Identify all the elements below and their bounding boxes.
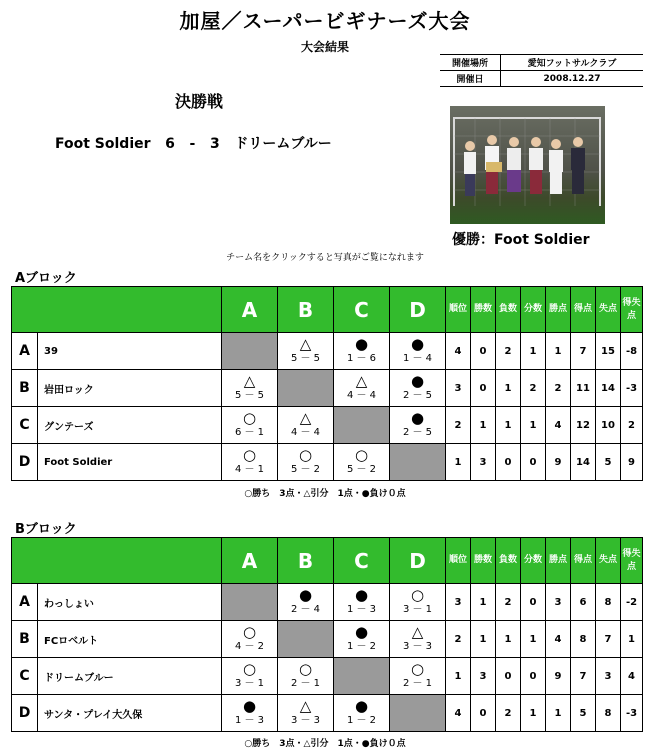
row-letter: B (12, 621, 38, 658)
stat-goal-diff: -8 (621, 333, 643, 370)
block-b-header-blank (12, 538, 222, 584)
match-score: 2 － 1 (290, 678, 321, 689)
block-b-col-c: C (334, 538, 390, 584)
result-symbol-icon: △ (243, 372, 256, 390)
stat-goals-for: 8 (571, 621, 596, 658)
stat-goals-for: 14 (571, 444, 596, 481)
stat-goals-against: 10 (596, 407, 621, 444)
stat-draws: 1 (521, 695, 546, 732)
block-b-losses-header: 負数 (496, 538, 521, 584)
match-result-cell (334, 584, 390, 621)
stat-points: 3 (546, 584, 571, 621)
stat-rank: 3 (446, 370, 471, 407)
final-result (55, 133, 332, 153)
result-symbol-icon: ● (354, 623, 369, 641)
table-row (12, 584, 643, 621)
stat-wins: 1 (471, 407, 496, 444)
block-b-col-b: B (278, 538, 334, 584)
stat-goal-diff: -3 (621, 370, 643, 407)
venue-info-table (440, 54, 643, 87)
result-symbol-icon: ○ (242, 660, 257, 678)
stat-rank: 4 (446, 333, 471, 370)
stat-goals-against: 8 (596, 695, 621, 732)
match-result-cell (278, 444, 334, 481)
match-score: 1 － 6 (346, 353, 377, 364)
stat-goals-against: 3 (596, 658, 621, 695)
stat-draws: 0 (521, 584, 546, 621)
match-score: 4 － 4 (346, 390, 377, 401)
result-symbol-icon: △ (299, 409, 312, 427)
block-a-header-blank (12, 287, 222, 333)
row-letter: A (12, 333, 38, 370)
team-name-link[interactable]: 岩田ロック (38, 370, 222, 407)
stat-rank: 3 (446, 584, 471, 621)
team-photo-illustration (450, 106, 605, 224)
match-result-cell (222, 370, 278, 407)
result-symbol-icon: ● (298, 586, 313, 604)
result-symbol-icon: ● (410, 409, 425, 427)
stat-goals-for: 6 (571, 584, 596, 621)
match-score: 1 － 3 (346, 604, 377, 615)
stat-draws: 0 (521, 658, 546, 695)
stat-losses: 0 (496, 658, 521, 695)
self-match-cell (278, 621, 334, 658)
stat-wins: 3 (471, 444, 496, 481)
team-name-link[interactable]: わっしょい (38, 584, 222, 621)
final-score1: 6 (165, 136, 175, 152)
block-a-title: Aブロック (15, 271, 77, 286)
match-score: 1 － 2 (346, 715, 377, 726)
result-symbol-icon: ○ (242, 623, 257, 641)
stat-points: 9 (546, 658, 571, 695)
match-result-cell (390, 370, 446, 407)
result-symbol-icon: ● (354, 697, 369, 715)
block-b-body (12, 584, 643, 732)
match-score: 6 － 1 (234, 427, 265, 438)
block-a-table (11, 286, 643, 481)
match-result-cell (334, 621, 390, 658)
self-match-cell (390, 695, 446, 732)
page-title: 加屋／スーパービギナーズ大会 (179, 9, 471, 33)
block-b-table (11, 537, 643, 732)
stat-goal-diff: 2 (621, 407, 643, 444)
table-row (12, 333, 643, 370)
result-symbol-icon: ● (354, 586, 369, 604)
table-row (12, 444, 643, 481)
stat-rank: 1 (446, 658, 471, 695)
match-score: 5 － 2 (290, 464, 321, 475)
team-name-link[interactable]: FCロベルト (38, 621, 222, 658)
self-match-cell (334, 407, 390, 444)
match-result-cell (334, 333, 390, 370)
block-b-goals-for-header: 得点 (571, 538, 596, 584)
stat-points: 2 (546, 370, 571, 407)
team-name-link[interactable]: サンタ・プレイ大久保 (38, 695, 222, 732)
venue-place-label: 開催場所 (440, 55, 501, 71)
stat-losses: 1 (496, 407, 521, 444)
block-a-losses-header: 負数 (496, 287, 521, 333)
block-b-col-a: A (222, 538, 278, 584)
result-symbol-icon: △ (299, 697, 312, 715)
stat-wins: 1 (471, 621, 496, 658)
result-symbol-icon: ● (410, 335, 425, 353)
block-b-draws-header: 分数 (521, 538, 546, 584)
match-result-cell (278, 333, 334, 370)
stat-draws: 2 (521, 370, 546, 407)
final-team1: Foot Soldier (55, 136, 151, 152)
block-a-legend: ○勝ち 3点・△引分 1点・●負け０点 (244, 489, 406, 499)
match-score: 3 － 1 (402, 604, 433, 615)
stat-losses: 0 (496, 444, 521, 481)
result-symbol-icon: △ (411, 623, 424, 641)
stat-points: 9 (546, 444, 571, 481)
row-letter: C (12, 658, 38, 695)
block-a-points-header: 勝点 (546, 287, 571, 333)
team-name-link[interactable]: グンテーズ (38, 407, 222, 444)
stat-draws: 1 (521, 333, 546, 370)
match-score: 2 － 5 (402, 427, 433, 438)
team-name-link[interactable]: 39 (38, 333, 222, 370)
match-result-cell (390, 584, 446, 621)
match-score: 3 － 3 (290, 715, 321, 726)
block-b-wins-header: 勝数 (471, 538, 496, 584)
team-name-link[interactable]: ドリームブルー (38, 658, 222, 695)
stat-losses: 1 (496, 621, 521, 658)
match-score: 2 － 4 (290, 604, 321, 615)
block-b-goal-diff-header: 得失点 (621, 538, 643, 584)
block-a-body (12, 333, 643, 481)
table-row (12, 621, 643, 658)
result-symbol-icon: ○ (410, 660, 425, 678)
block-b-rank-header: 順位 (446, 538, 471, 584)
final-score-separator: - (189, 136, 196, 152)
stat-rank: 1 (446, 444, 471, 481)
result-symbol-icon: ● (410, 372, 425, 390)
match-result-cell (334, 695, 390, 732)
stat-draws: 0 (521, 444, 546, 481)
block-a-rank-header: 順位 (446, 287, 471, 333)
stat-losses: 2 (496, 584, 521, 621)
block-b-goals-against-header: 失点 (596, 538, 621, 584)
stat-points: 1 (546, 333, 571, 370)
match-result-cell (278, 407, 334, 444)
final-team2: ドリームブルー (234, 136, 332, 152)
stat-wins: 0 (471, 695, 496, 732)
row-letter: C (12, 407, 38, 444)
table-row (12, 695, 643, 732)
table-row (12, 370, 643, 407)
block-b-points-header: 勝点 (546, 538, 571, 584)
match-score: 1 － 2 (346, 641, 377, 652)
match-result-cell (222, 407, 278, 444)
stat-goals-for: 12 (571, 407, 596, 444)
match-score: 3 － 1 (234, 678, 265, 689)
match-score: 5 － 2 (346, 464, 377, 475)
match-result-cell (278, 658, 334, 695)
stat-goals-for: 7 (571, 333, 596, 370)
stat-draws: 1 (521, 407, 546, 444)
venue-place-value: 愛知フットサルクラブ (501, 55, 644, 71)
row-letter: B (12, 370, 38, 407)
block-a-col-b: B (278, 287, 334, 333)
self-match-cell (390, 444, 446, 481)
result-symbol-icon: ○ (298, 446, 313, 464)
row-letter: D (12, 444, 38, 481)
page-subtitle: 大会結果 (300, 40, 349, 54)
stat-goals-against: 15 (596, 333, 621, 370)
photo-click-note: チーム名をクリックすると写真がご覧になれます (226, 253, 424, 263)
result-symbol-icon: △ (355, 372, 368, 390)
match-result-cell (390, 333, 446, 370)
match-score: 1 － 3 (234, 715, 265, 726)
stat-wins: 3 (471, 658, 496, 695)
self-match-cell (278, 370, 334, 407)
stat-goals-against: 7 (596, 621, 621, 658)
block-a-goals-against-header: 失点 (596, 287, 621, 333)
stat-draws: 1 (521, 621, 546, 658)
stat-goals-against: 8 (596, 584, 621, 621)
stat-wins: 0 (471, 370, 496, 407)
match-result-cell (278, 695, 334, 732)
row-letter: A (12, 584, 38, 621)
match-result-cell (334, 370, 390, 407)
final-score2: 3 (209, 136, 220, 152)
match-result-cell (222, 444, 278, 481)
match-result-cell (390, 658, 446, 695)
stat-losses: 1 (496, 370, 521, 407)
result-symbol-icon: ○ (298, 660, 313, 678)
result-symbol-icon: ○ (354, 446, 369, 464)
stat-goal-diff: -3 (621, 695, 643, 732)
final-heading: 決勝戦 (175, 92, 224, 111)
stat-goals-against: 5 (596, 444, 621, 481)
result-symbol-icon: ● (242, 697, 257, 715)
stat-goals-for: 5 (571, 695, 596, 732)
match-score: 2 － 1 (402, 678, 433, 689)
match-result-cell (222, 658, 278, 695)
block-a-draws-header: 分数 (521, 287, 546, 333)
block-a-goal-diff-header: 得失点 (621, 287, 643, 333)
stat-points: 4 (546, 621, 571, 658)
self-match-cell (222, 333, 278, 370)
block-b-title: Bブロック (15, 522, 77, 537)
block-a-col-a: A (222, 287, 278, 333)
winner-label: 優勝：Foot Soldier (452, 232, 590, 248)
stat-losses: 2 (496, 695, 521, 732)
match-result-cell (390, 407, 446, 444)
match-score: 4 － 1 (234, 464, 265, 475)
stat-rank: 2 (446, 407, 471, 444)
table-row (12, 407, 643, 444)
match-result-cell (390, 621, 446, 658)
match-score: 2 － 5 (402, 390, 433, 401)
match-score: 5 － 5 (290, 353, 321, 364)
stat-goal-diff: 1 (621, 621, 643, 658)
match-result-cell (222, 621, 278, 658)
stat-wins: 1 (471, 584, 496, 621)
stat-rank: 2 (446, 621, 471, 658)
venue-date-label: 開催日 (440, 71, 501, 87)
block-a-col-c: C (334, 287, 390, 333)
block-a-wins-header: 勝数 (471, 287, 496, 333)
stat-goals-against: 14 (596, 370, 621, 407)
block-b-col-d: D (390, 538, 446, 584)
stat-wins: 0 (471, 333, 496, 370)
match-score: 4 － 2 (234, 641, 265, 652)
stat-rank: 4 (446, 695, 471, 732)
row-letter: D (12, 695, 38, 732)
block-a-goals-for-header: 得点 (571, 287, 596, 333)
stat-points: 1 (546, 695, 571, 732)
match-score: 5 － 5 (234, 390, 265, 401)
stat-goal-diff: 4 (621, 658, 643, 695)
result-symbol-icon: ○ (410, 586, 425, 604)
result-symbol-icon: ○ (242, 409, 257, 427)
match-result-cell (334, 444, 390, 481)
block-a-col-d: D (390, 287, 446, 333)
table-row (12, 658, 643, 695)
stat-losses: 2 (496, 333, 521, 370)
result-symbol-icon: ○ (242, 446, 257, 464)
self-match-cell (222, 584, 278, 621)
match-score: 4 － 4 (290, 427, 321, 438)
stat-goal-diff: -2 (621, 584, 643, 621)
match-score: 1 － 4 (402, 353, 433, 364)
block-b-legend: ○勝ち 3点・△引分 1点・●負け０点 (244, 739, 406, 749)
venue-date-value: 2008.12.27 (501, 71, 644, 87)
match-score: 3 － 3 (402, 641, 433, 652)
stat-goal-diff: 9 (621, 444, 643, 481)
self-match-cell (334, 658, 390, 695)
result-symbol-icon: ● (354, 335, 369, 353)
stat-goals-for: 7 (571, 658, 596, 695)
match-result-cell (222, 695, 278, 732)
stat-points: 4 (546, 407, 571, 444)
result-symbol-icon: △ (299, 335, 312, 353)
match-result-cell (278, 584, 334, 621)
team-name-link[interactable]: Foot Soldier (38, 444, 222, 481)
winner-team-photo (450, 106, 605, 224)
stat-goals-for: 11 (571, 370, 596, 407)
